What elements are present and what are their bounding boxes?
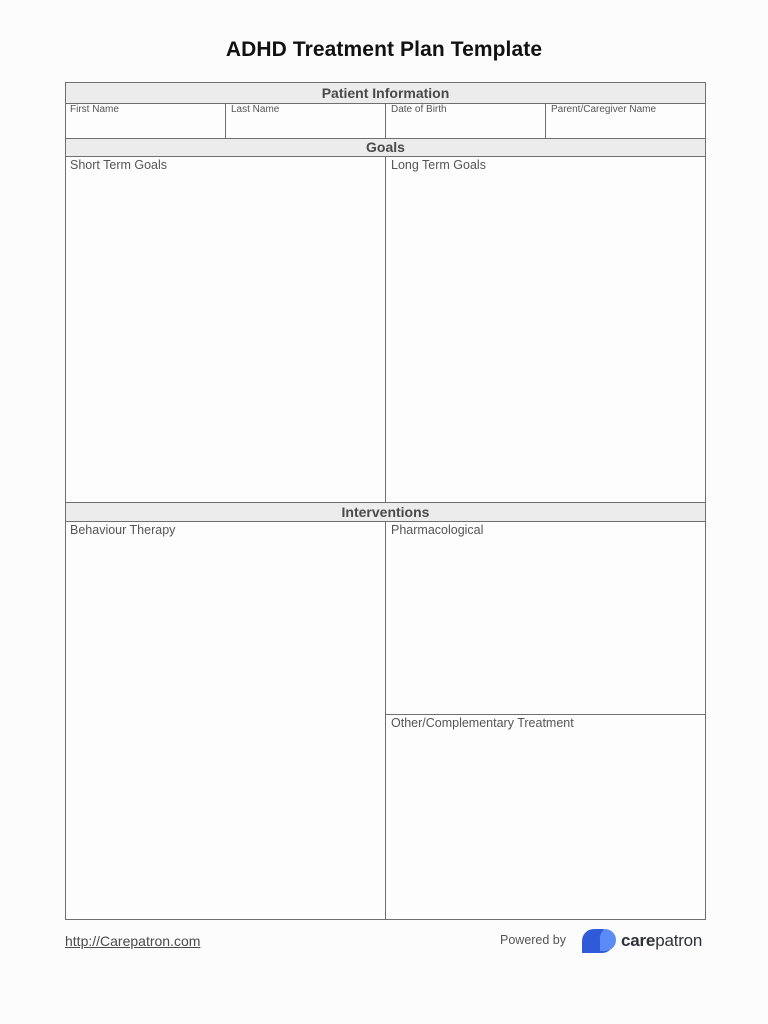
carepatron-logo-icon bbox=[581, 928, 617, 954]
date-of-birth-label: Date of Birth bbox=[391, 104, 447, 115]
goals-header: Goals bbox=[66, 139, 705, 157]
behaviour-therapy-label: Behaviour Therapy bbox=[70, 523, 176, 537]
divider bbox=[225, 104, 226, 139]
pharmacological-label: Pharmacological bbox=[391, 523, 484, 537]
divider bbox=[385, 157, 386, 503]
page-title: ADHD Treatment Plan Template bbox=[225, 38, 543, 61]
divider bbox=[386, 714, 706, 715]
first-name-label: First Name bbox=[70, 104, 119, 115]
last-name-label: Last Name bbox=[231, 104, 280, 115]
brand-wordmark: carepatron bbox=[621, 931, 703, 950]
treatment-plan-form bbox=[65, 82, 706, 920]
long-term-goals-label: Long Term Goals bbox=[391, 158, 486, 172]
carepatron-brand bbox=[581, 927, 702, 955]
parent-caregiver-name-label: Parent/Caregiver Name bbox=[551, 104, 657, 115]
interventions-header: Interventions bbox=[66, 503, 705, 522]
other-complementary-treatment-label: Other/Complementary Treatment bbox=[391, 716, 574, 730]
short-term-goals-label: Short Term Goals bbox=[70, 158, 168, 172]
divider bbox=[545, 104, 546, 139]
powered-by-text: Powered by bbox=[500, 933, 567, 947]
patient-information-header: Patient Information bbox=[66, 83, 705, 104]
divider bbox=[385, 522, 386, 920]
divider bbox=[385, 104, 386, 139]
carepatron-link[interactable]: http://Carepatron.com bbox=[65, 933, 201, 949]
